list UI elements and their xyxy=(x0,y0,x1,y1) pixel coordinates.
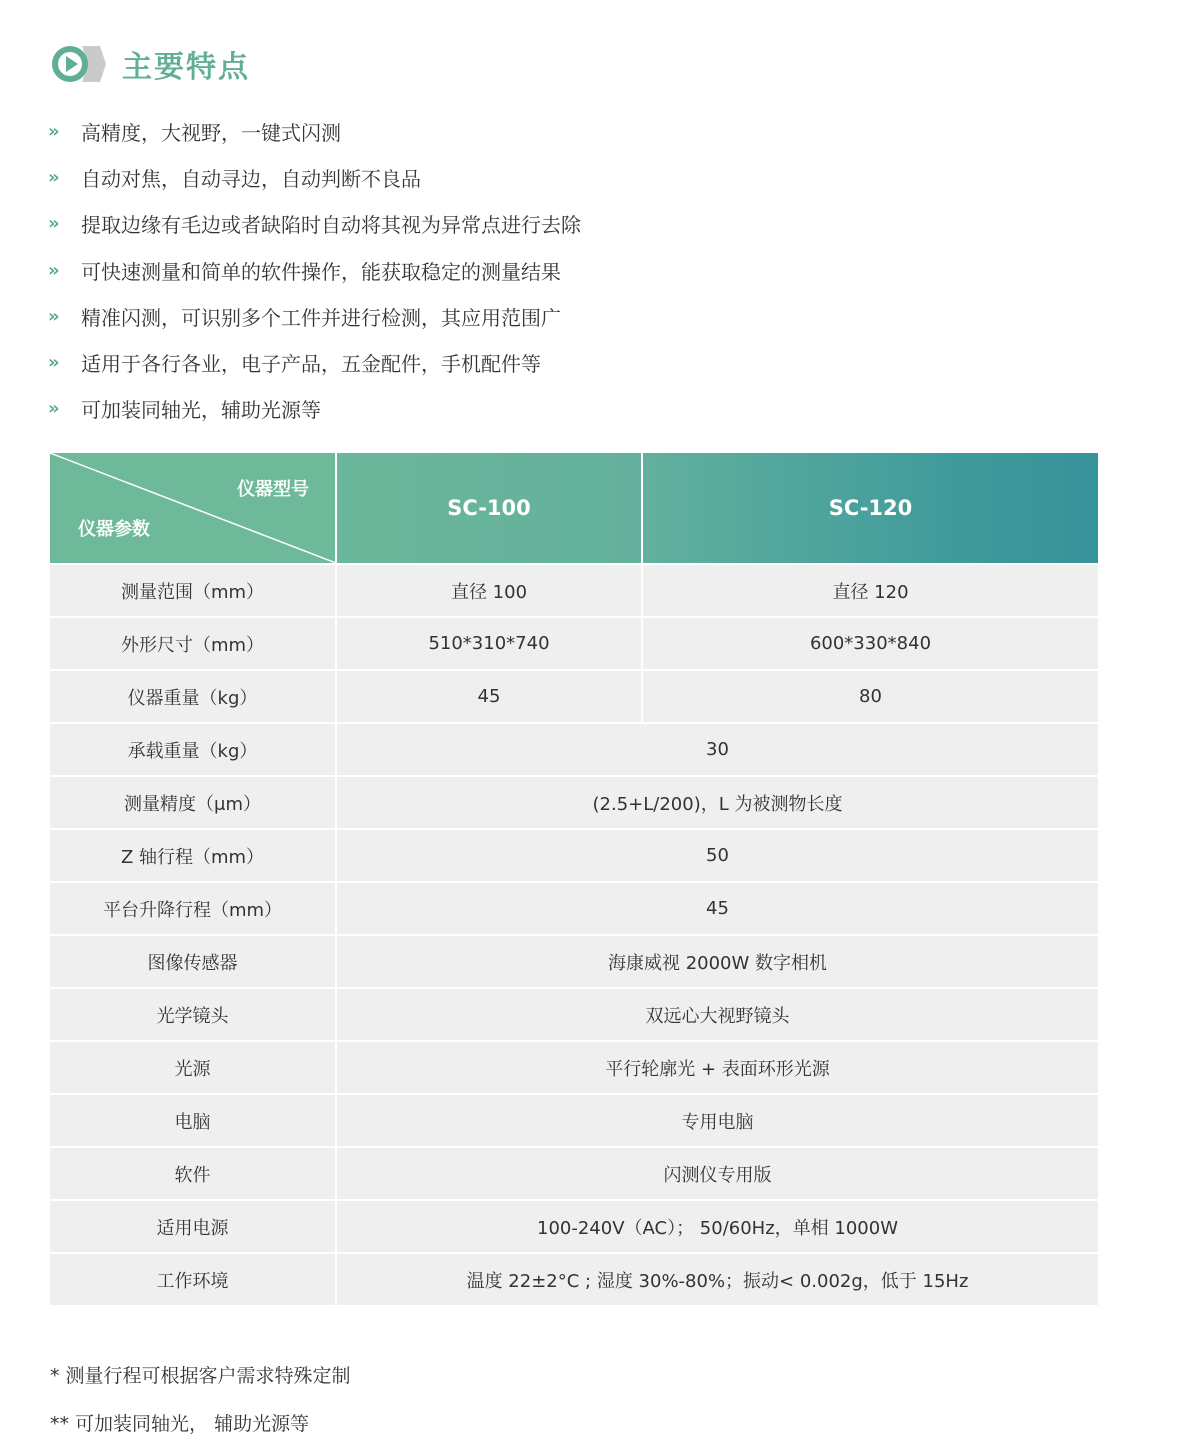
feature-text: 自动对焦，自动寻边，自动判断不良品 xyxy=(81,166,421,191)
bullet-chevron-icon: » xyxy=(48,305,60,327)
table-row xyxy=(50,1041,1098,1094)
feature-text: 提取边缘有毛边或者缺陷时自动将其视为异常点进行去除 xyxy=(81,213,581,238)
param-value: 50 xyxy=(336,829,1098,882)
table-row xyxy=(50,882,1098,935)
feature-item xyxy=(48,293,581,339)
param-value: 平行轮廓光 + 表面环形光源 xyxy=(336,1041,1098,1094)
param-label: 适用电源 xyxy=(50,1200,336,1253)
param-label: 测量范围（mm） xyxy=(50,564,336,617)
feature-item xyxy=(48,339,581,385)
section-header xyxy=(48,40,250,88)
param-label: 电脑 xyxy=(50,1094,336,1147)
param-label: 平台升降行程（mm） xyxy=(50,882,336,935)
table-row xyxy=(50,776,1098,829)
param-value: 45 xyxy=(336,670,642,723)
spec-table xyxy=(50,453,1098,1305)
feature-item xyxy=(48,201,581,247)
param-value: 直径 120 xyxy=(642,564,1098,617)
table-row xyxy=(50,935,1098,988)
bullet-chevron-icon: » xyxy=(48,166,60,188)
param-label: Z 轴行程（mm） xyxy=(50,829,336,882)
bullet-chevron-icon: » xyxy=(48,398,60,420)
param-label: 光学镜头 xyxy=(50,988,336,1041)
table-row xyxy=(50,564,1098,617)
feature-item xyxy=(48,386,581,432)
header-model-label: 仪器型号 xyxy=(237,479,309,500)
model-header-sc120: SC-120 xyxy=(642,453,1098,564)
table-row xyxy=(50,1200,1098,1253)
table-row xyxy=(50,988,1098,1041)
table-header-row xyxy=(50,453,1098,564)
param-value: 双远心大视野镜头 xyxy=(336,988,1098,1041)
feature-text: 可快速测量和简单的软件操作，能获取稳定的测量结果 xyxy=(81,259,561,284)
param-value: 80 xyxy=(642,670,1098,723)
feature-item xyxy=(48,108,581,154)
param-label: 测量精度（μm） xyxy=(50,776,336,829)
feature-text: 精准闪测，可识别多个工件并进行检测，其应用范围广 xyxy=(81,305,561,330)
play-chevron-icon xyxy=(48,42,106,86)
bullet-chevron-icon: » xyxy=(48,259,60,281)
diagonal-header-cell xyxy=(50,453,336,564)
diagonal-line xyxy=(50,453,336,563)
feature-item xyxy=(48,154,581,200)
header-param-label: 仪器参数 xyxy=(78,519,150,540)
param-value: 闪测仪专用版 xyxy=(336,1147,1098,1200)
feature-item xyxy=(48,247,581,293)
param-label: 图像传感器 xyxy=(50,935,336,988)
table-row xyxy=(50,1253,1098,1305)
feature-text: 高精度，大视野，一键式闪测 xyxy=(81,120,341,145)
param-value: 510*310*740 xyxy=(336,617,642,670)
footnote: * 测量行程可根据客户需求特殊定制 xyxy=(50,1364,351,1387)
param-value: 30 xyxy=(336,723,1098,776)
param-value: 专用电脑 xyxy=(336,1094,1098,1147)
feature-text: 适用于各行各业，电子产品，五金配件，手机配件等 xyxy=(81,352,541,377)
param-label: 承载重量（kg） xyxy=(50,723,336,776)
model-header-sc100: SC-100 xyxy=(336,453,642,564)
param-label: 光源 xyxy=(50,1041,336,1094)
param-label: 仪器重量（kg） xyxy=(50,670,336,723)
spec-table-body xyxy=(50,564,1098,1305)
footnote: ** 可加装同轴光， 辅助光源等 xyxy=(50,1412,310,1435)
param-value: (2.5+L/200)，L 为被测物长度 xyxy=(336,776,1098,829)
param-label: 外形尺寸（mm） xyxy=(50,617,336,670)
table-row xyxy=(50,723,1098,776)
table-row xyxy=(50,829,1098,882)
table-row xyxy=(50,670,1098,723)
param-label: 工作环境 xyxy=(50,1253,336,1305)
table-row xyxy=(50,1094,1098,1147)
param-label: 软件 xyxy=(50,1147,336,1200)
footnotes xyxy=(50,1350,351,1446)
feature-list xyxy=(48,108,581,432)
param-value: 海康威视 2000W 数字相机 xyxy=(336,935,1098,988)
param-value: 直径 100 xyxy=(336,564,642,617)
param-value: 温度 22±2°C ; 湿度 30%-80%；振动< 0.002g，低于 15Hz xyxy=(336,1253,1098,1305)
section-title: 主要特点 xyxy=(122,50,250,85)
table-row xyxy=(50,1147,1098,1200)
bullet-chevron-icon: » xyxy=(48,120,60,142)
param-value: 45 xyxy=(336,882,1098,935)
param-value: 100-240V（AC）； 50/60Hz，单相 1000W xyxy=(336,1200,1098,1253)
param-value: 600*330*840 xyxy=(642,617,1098,670)
table-row xyxy=(50,617,1098,670)
bullet-chevron-icon: » xyxy=(48,352,60,374)
bullet-chevron-icon: » xyxy=(48,213,60,235)
feature-text: 可加装同轴光，辅助光源等 xyxy=(81,398,321,423)
